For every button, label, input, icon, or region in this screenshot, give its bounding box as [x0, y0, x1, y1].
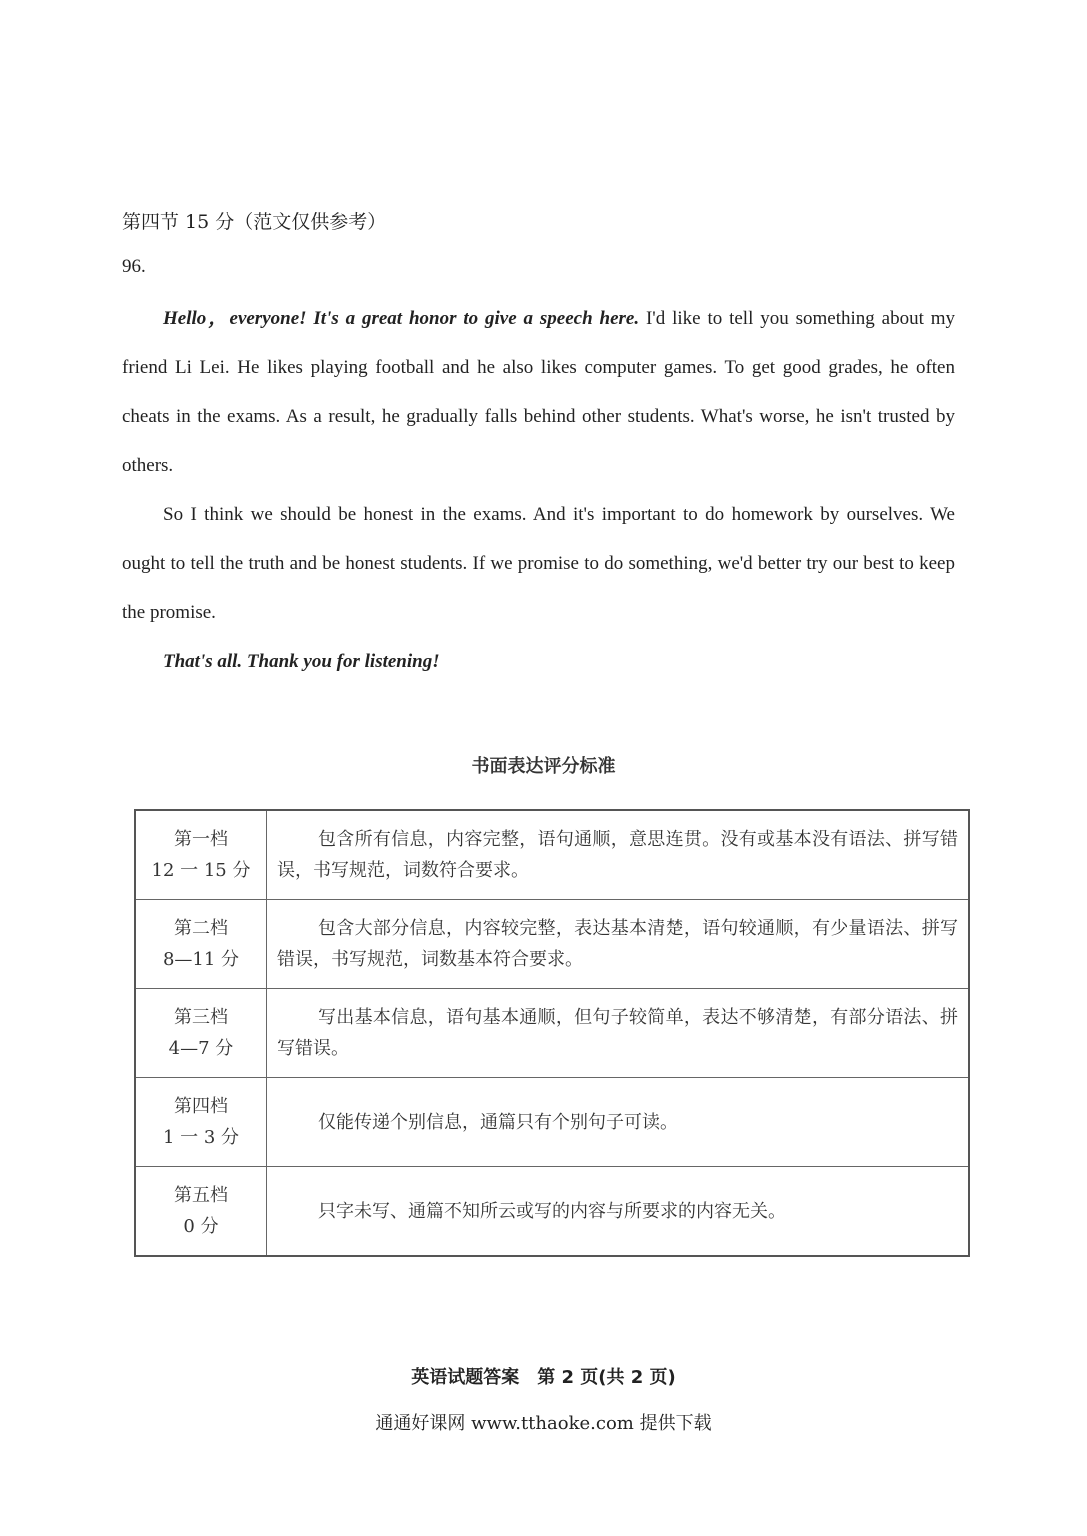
desc-cell: [267, 1078, 970, 1167]
table-row: [135, 1167, 969, 1257]
grade-score: 1 一 3 分: [162, 1127, 240, 1148]
grade-label: 第四档: [174, 1096, 228, 1117]
grade-label: 第二档: [174, 918, 228, 939]
essay-paragraph-1: [122, 294, 955, 490]
table-row: [135, 810, 969, 900]
desc-cell: [267, 810, 970, 900]
grade-label: 第一档: [174, 829, 228, 850]
desc-cell: [267, 989, 970, 1078]
grade-cell: [135, 989, 267, 1078]
grade-description: 只字未写、通篇不知所云或写的内容与所要求的内容无关。: [318, 1200, 786, 1222]
grade-cell: [135, 1078, 267, 1167]
question-number: 96.: [122, 256, 146, 277]
desc-cell: [267, 900, 970, 989]
grade-score: 8—11 分: [162, 949, 240, 970]
page-footer-source: 通通好课网 www.tthaoke.com 提供下载: [375, 1413, 712, 1434]
grade-description: 写出基本信息，语句基本通顺，但句子较简单，表达不够清楚，有部分语法、拼写错误。: [277, 1007, 958, 1059]
section-title: 第四节 15 分（范文仅供参考）: [122, 211, 387, 233]
grade-cell: [135, 1167, 267, 1257]
rubric-table: [134, 809, 970, 1257]
page-footer-label: 英语试题答案 第 2 页(共 2 页): [411, 1367, 676, 1388]
table-row: [135, 989, 969, 1078]
table-row: [135, 1078, 969, 1167]
grade-label: 第三档: [174, 1007, 228, 1028]
essay-closing: That's all. Thank you for listening!: [163, 651, 440, 672]
grade-description: 包含大部分信息，内容较完整，表达基本清楚，语句较通顺，有少量语法、拼写错误，书写规范，词数基本符合要求。: [277, 918, 958, 970]
rubric-title: 书面表达评分标准: [471, 756, 616, 777]
grade-label: 第五档: [174, 1185, 228, 1206]
grade-score: 0 分: [183, 1216, 219, 1237]
grade-score: 4—7 分: [168, 1038, 234, 1059]
grade-score: 12 一 15 分: [151, 860, 251, 881]
grade-description: 包含所有信息，内容完整，语句通顺，意思连贯。没有或基本没有语法、拼写错误，书写规范，词数符合要求。: [277, 829, 958, 881]
grade-cell: [135, 810, 267, 900]
essay-p1-body: I'd like to tell you something about my friend Li Lei. He likes playing football and he also likes computer games. To get good grades, he often cheats in the exams. As a result, he gradually falls behind other students. What's worse, he isn't trusted by others.: [122, 308, 955, 476]
table-row: [135, 900, 969, 989]
essay-paragraph-2: So I think we should be honest in the exams. And it's important to do homework by ourselves. We ought to tell the truth and be honest students. If we promise to do something, we'd better try our best to keep the promise.: [122, 504, 955, 623]
model-essay: [122, 294, 955, 686]
grade-cell: [135, 900, 267, 989]
essay-opening: Hello，everyone! It's a great honor to give a speech here.: [163, 308, 640, 329]
grade-description: 仅能传递个别信息，通篇只有个别句子可读。: [318, 1111, 678, 1133]
desc-cell: [267, 1167, 970, 1257]
